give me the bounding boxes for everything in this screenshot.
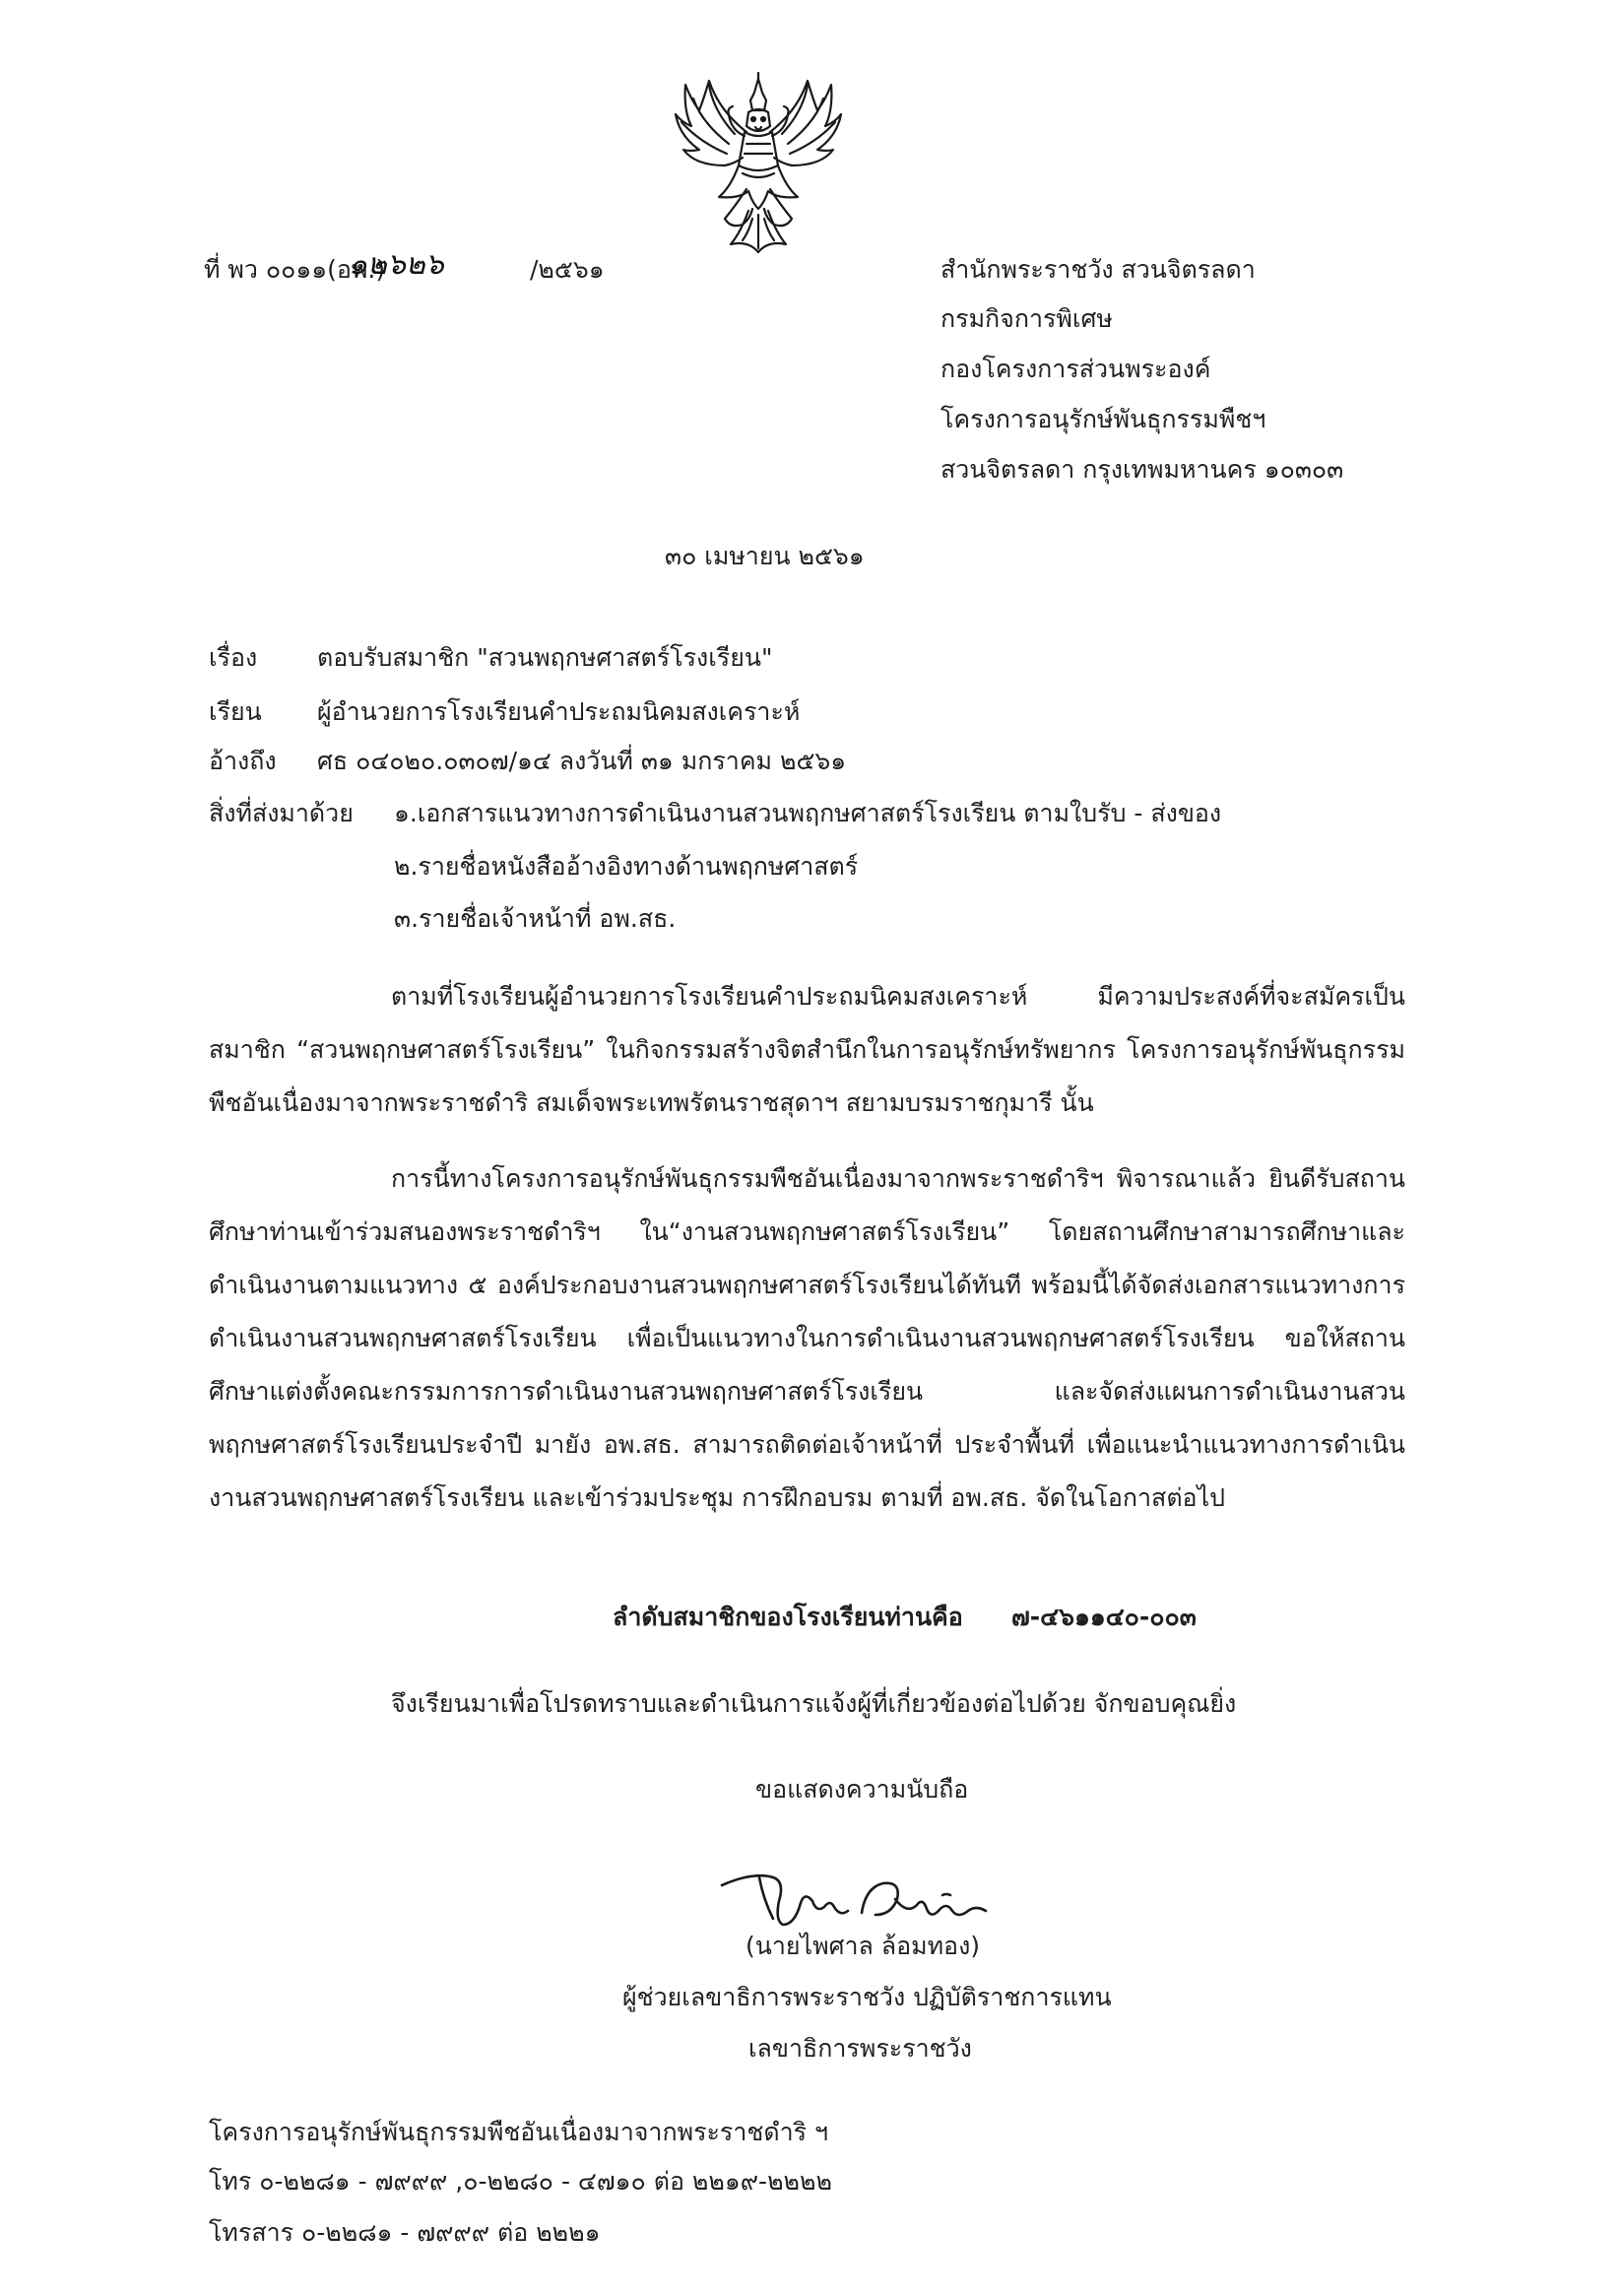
footer-phone: โทร ๐-๒๒๘๑ - ๗๙๙๙ ,๐-๒๒๘๐ - ๔๗๑๐ ต่อ ๒๒๑๙-๒๒๒๒: [209, 2167, 832, 2196]
reference-suffix: /๒๕๖๑: [530, 255, 605, 284]
member-number: ๗-๔๖๑๑๔๐-๐๐๓: [1011, 1603, 1197, 1631]
signer-title: ผู้ช่วยเลขาธิการพระราชวัง ปฏิบัติราชการแทน: [622, 1983, 1112, 2011]
enclosure-item: ๒.รายชื่อหนังสืออ้างอิงทางด้านพฤกษศาสตร์: [394, 852, 859, 881]
body-paragraph-1: [209, 970, 1405, 1130]
reference-text: ศธ ๐๔๐๒๐.๐๓๐๗/๑๔ ลงวันที่ ๓๑ มกราคม ๒๕๖๑: [317, 747, 847, 775]
body-paragraph-2: [209, 1152, 1405, 1525]
signer-name: (นายไพศาล ล้อมทอง): [746, 1932, 981, 1960]
enclosure-item: ๓.รายชื่อเจ้าหน้าที่ อพ.สธ.: [394, 904, 677, 933]
reference-handwritten-number: ๑๒๖๒๖: [349, 247, 444, 282]
reference-label: อ้างถึง: [209, 747, 277, 775]
footer-organization: โครงการอนุรักษ์พันธุกรรมพืชอันเนื่องมาจากพระราชดำริ ฯ: [209, 2118, 829, 2146]
sender-address-line: กรมกิจการพิเศษ: [940, 304, 1113, 333]
subject-text: ตอบรับสมาชิก "สวนพฤกษศาสตร์โรงเรียน": [317, 643, 773, 672]
enclosure-label: สิ่งที่ส่งมาด้วย: [209, 799, 354, 827]
member-label: ลำดับสมาชิกของโรงเรียนท่านคือ: [613, 1603, 963, 1631]
sender-address-line: กองโครงการส่วนพระองค์: [940, 355, 1211, 383]
enclosure-item: ๑.เอกสารแนวทางการดำเนินงานสวนพฤกษศาสตร์โรงเรียน ตามใบรับ - ส่งของ: [394, 799, 1222, 827]
valediction: ขอแสดงความนับถือ: [755, 1775, 969, 1804]
sender-address-line: สำนักพระราชวัง สวนจิตรลดา: [940, 255, 1256, 284]
reference-prefix: ที่ พว ๐๐๑๑(อพ.): [204, 255, 386, 284]
footer-fax: โทรสาร ๐-๒๒๘๑ - ๗๙๙๙ ต่อ ๒๒๒๑: [209, 2218, 601, 2247]
recipient-label: เรียน: [209, 697, 262, 726]
recipient-text: ผู้อำนวยการโรงเรียนคำประถมนิคมสงเคราะห์: [317, 697, 801, 726]
subject-label: เรื่อง: [209, 643, 258, 672]
garuda-emblem-icon: [670, 71, 847, 258]
handwritten-signature: [714, 1842, 1000, 1935]
body-paragraph-1-text: ตามที่โรงเรียนผู้อำนวยการโรงเรียนคำประถมนิคมสงเคราะห์ มีความประสงค์ที่จะสมัครเป็นสมาชิก “สวนพฤกษศาสตร์โรงเรียน” ในกิจกรรมสร้างจิตสำนึกในการอนุรักษ์ทรัพยากร โครงการอนุรักษ์พันธุกรรมพืชอันเนื่องมาจากพระราชดำริ สมเด็จพระเทพรัตนราชสุดาฯ สยามบรมราชกุมารี นั้น: [209, 982, 1405, 1117]
letter-date: ๓๐ เมษายน ๒๕๖๑: [665, 542, 865, 570]
body-paragraph-2-text: การนี้ทางโครงการอนุรักษ์พันธุกรรมพืชอันเนื่องมาจากพระราชดำริฯ พิจารณาแล้ว ยินดีรับสถานศึกษาท่านเข้าร่วมสนองพระราชดำริฯ ใน“งานสวนพฤกษศาสตร์โรงเรียน” โดยสถานศึกษาสามารถศึกษาและดำเนินงานตามแนวทาง ๕ องค์ประกอบงานสวนพฤกษศาสตร์โรงเรียนได้ทันที พร้อมนี้ได้จัดส่งเอกสารแนวทางการดำเนินงานสวนพฤกษศาสตร์โรงเรียน เพื่อเป็นแนวทางในการดำเนินงานสวนพฤกษศาสตร์โรงเรียน ขอให้สถานศึกษาแต่งตั้งคณะกรรมการการดำเนินงานสวนพฤกษศาสตร์โรงเรียน และจัดส่งแผนการดำเนินงานสวนพฤกษศาสตร์โรงเรียนประจำปี มายัง อพ.สธ. สามารถติดต่อเจ้าหน้าที่ ประจำพื้นที่ เพื่อแนะนำแนวทางการดำเนินงานสวนพฤกษศาสตร์โรงเรียน และเข้าร่วมประชุม การฝึกอบรม ตามที่ อพ.สธ. จัดในโอกาสต่อไป: [209, 1164, 1405, 1512]
closing-request: จึงเรียนมาเพื่อโปรดทราบและดำเนินการแจ้งผู้ที่เกี่ยวข้องต่อไปด้วย จักขอบคุณยิ่ง: [391, 1689, 1237, 1718]
signer-title-2: เลขาธิการพระราชวัง: [748, 2034, 972, 2063]
sender-address-line: สวนจิตรลดา กรุงเทพมหานคร ๑๐๓๐๓: [940, 455, 1344, 484]
sender-address-line: โครงการอนุรักษ์พันธุกรรมพืชฯ: [940, 405, 1266, 433]
